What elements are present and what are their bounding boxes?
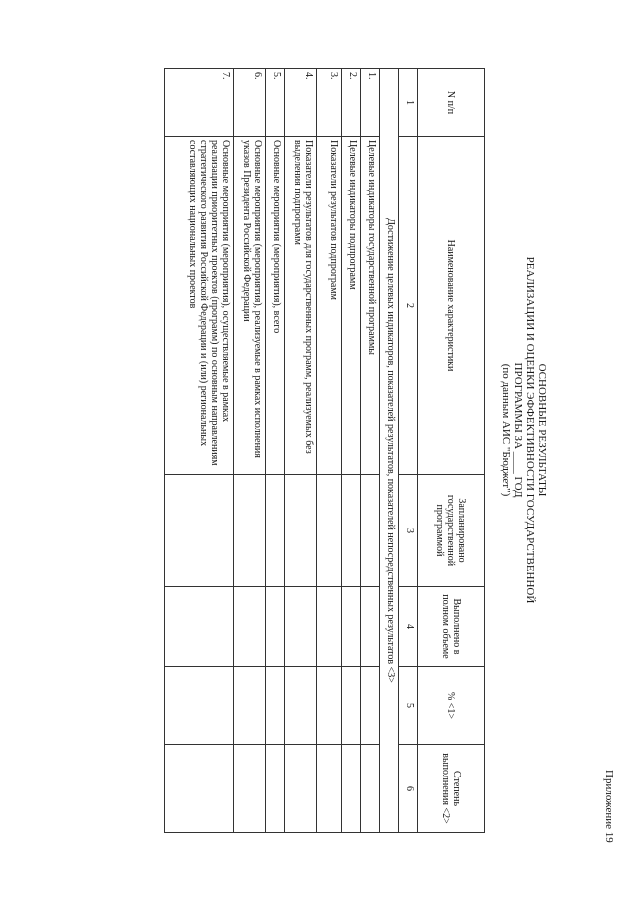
section-title: Достижение целевых индикаторов, показателей результатов, показателей непосредственных результатов <3> — [380, 69, 399, 833]
table-row — [234, 69, 266, 833]
cell-completed — [234, 587, 266, 667]
cell-degree — [285, 745, 317, 833]
header-degree: Степень выполнения <2> — [418, 745, 485, 833]
cell-degree — [266, 745, 285, 833]
cell-planned — [285, 475, 317, 587]
row-name: Целевые индикаторы подпрограмм — [342, 137, 361, 475]
row-name: Основные мероприятия (мероприятия), осуществляемые в рамках реализации приоритетных проектов (программ) по основным направлениям стратегического развития Российской Федерации и (или) региональных составляющих национальных проектов — [165, 137, 234, 475]
row-number: 4. — [285, 69, 317, 137]
header-planned: Запланировано государственной программой — [418, 475, 485, 587]
table-row — [361, 69, 380, 833]
row-name: Основные мероприятия (мероприятия), реализуемые в рамках исполнения указов Президента Российской Федерации — [234, 137, 266, 475]
table-row — [266, 69, 285, 833]
results-table — [164, 68, 485, 833]
cell-completed — [317, 587, 342, 667]
cell-percent — [165, 667, 234, 745]
row-name: Показатели результатов для государственных программ, реализуемых без выделения подпрограмм — [285, 137, 317, 475]
cell-degree — [342, 745, 361, 833]
cell-planned — [266, 475, 285, 587]
column-number: 5 — [399, 667, 418, 745]
cell-percent — [361, 667, 380, 745]
title-line-4: (по данным АИС "Бюджет") — [500, 363, 512, 497]
annex-label: Приложение 19 — [603, 770, 615, 843]
cell-degree — [234, 745, 266, 833]
cell-degree — [317, 745, 342, 833]
cell-completed — [285, 587, 317, 667]
table-header-row — [418, 69, 485, 833]
table-row — [317, 69, 342, 833]
section-row — [380, 69, 399, 833]
column-number: 1 — [399, 69, 418, 137]
document-title — [500, 230, 548, 630]
cell-planned — [165, 475, 234, 587]
row-number: 6. — [234, 69, 266, 137]
column-numbers-row — [399, 69, 418, 833]
table-row — [165, 69, 234, 833]
cell-degree — [165, 745, 234, 833]
header-completed: Выполнено в полном объеме — [418, 587, 485, 667]
cell-percent — [285, 667, 317, 745]
title-line-2: РЕАЛИЗАЦИИ И ОЦЕНКИ ЭФФЕКТИВНОСТИ ГОСУДАРСТВЕННОЙ — [524, 256, 536, 604]
header-num: N п/п — [418, 69, 485, 137]
row-number: 7. — [165, 69, 234, 137]
column-number: 3 — [399, 475, 418, 587]
cell-percent — [317, 667, 342, 745]
row-name: Основные мероприятия (мероприятия), всего — [266, 137, 285, 475]
cell-planned — [234, 475, 266, 587]
row-name: Целевые индикаторы государственной программы — [361, 137, 380, 475]
cell-completed — [266, 587, 285, 667]
cell-planned — [342, 475, 361, 587]
table-row — [285, 69, 317, 833]
row-number: 2. — [342, 69, 361, 137]
row-name: Показатели результатов подпрограмм — [317, 137, 342, 475]
header-name: Наименование характеристики — [418, 137, 485, 475]
cell-completed — [165, 587, 234, 667]
cell-planned — [361, 475, 380, 587]
header-percent: % <1> — [418, 667, 485, 745]
column-number: 4 — [399, 587, 418, 667]
cell-degree — [361, 745, 380, 833]
cell-percent — [342, 667, 361, 745]
cell-planned — [317, 475, 342, 587]
cell-percent — [234, 667, 266, 745]
column-number: 2 — [399, 137, 418, 475]
cell-percent — [266, 667, 285, 745]
table-row — [342, 69, 361, 833]
cell-completed — [361, 587, 380, 667]
cell-completed — [342, 587, 361, 667]
row-number: 5. — [266, 69, 285, 137]
title-line-1: ОСНОВНЫЕ РЕЗУЛЬТАТЫ — [536, 363, 548, 497]
row-number: 1. — [361, 69, 380, 137]
column-number: 6 — [399, 745, 418, 833]
title-line-3: ПРОГРАММЫ ЗА ____ ГОД — [512, 362, 524, 498]
row-number: 3. — [317, 69, 342, 137]
